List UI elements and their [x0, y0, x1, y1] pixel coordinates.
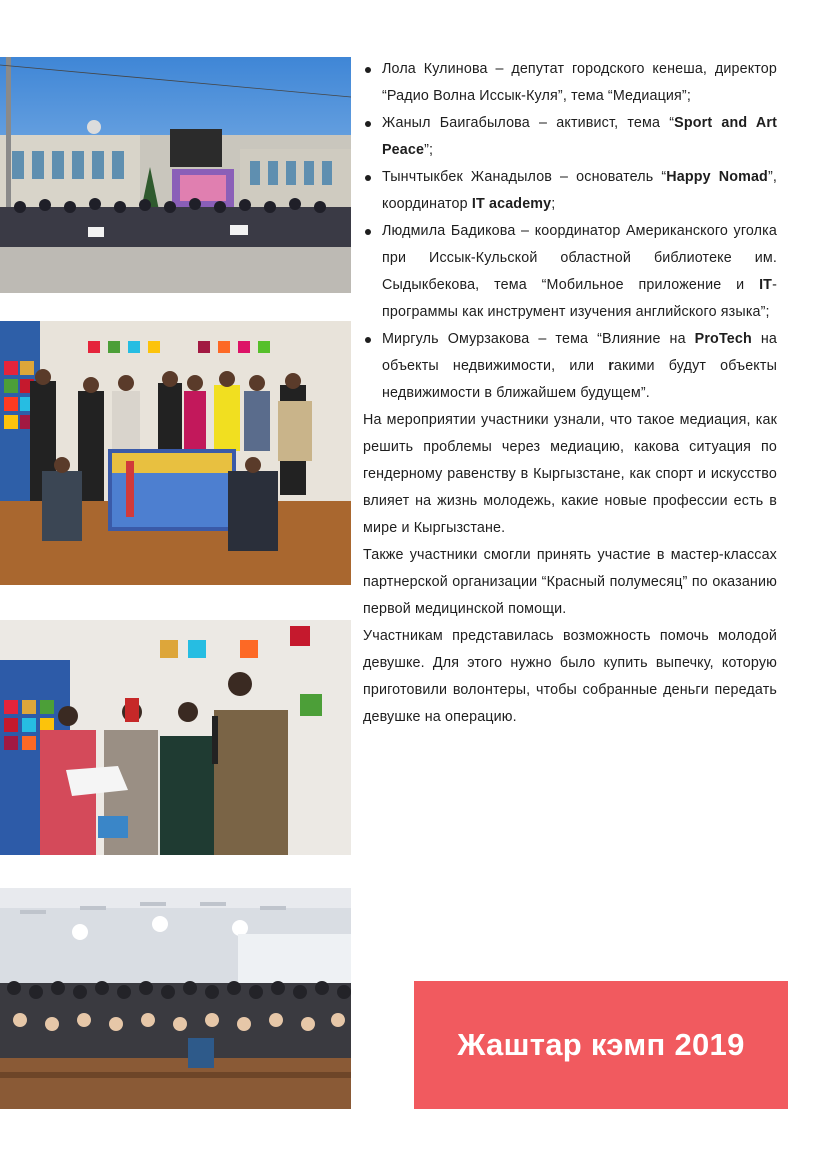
speaker-item: Жаныл Баигабылова – активист, тема “Sport and Art Peace”; [363, 110, 777, 164]
group-photo-with-painting [0, 321, 351, 585]
speakers-photo [0, 620, 351, 855]
paragraph-masterclass: Также участники смогли принять участие в мастер-классах партнерской организации “Красный полумесяц” по оказанию первой медицинской помощи. [363, 547, 777, 617]
group-photo-outdoor [0, 57, 351, 293]
speaker-item: Тынчтыкбек Жанадылов – основатель “Happy Nomad”, координатор IT academy; [363, 164, 777, 218]
article-text [363, 56, 777, 731]
speaker-list [363, 56, 777, 407]
paragraph-charity: Участникам представилась возможность помочь молодой девушке. Для этого нужно было купить выпечку, которую приготовили волонтеры, чтобы собранные деньги передать девушке на операцию. [363, 628, 777, 725]
event-banner [414, 981, 788, 1109]
banner-title: Жаштар кэмп 2019 [457, 1027, 745, 1062]
speaker-item: Миргуль Омурзакова – тема “Влияние на ProTech на объекты недвижимости, или rакими будут объекты недвижимости в ближайшем будущем”. [363, 326, 777, 407]
auditorium-photo [0, 888, 351, 1109]
speaker-item: Лола Кулинова – депутат городского кенеша, директор “Радио Волна Иссык-Куля”, тема “Медиация”; [363, 56, 777, 110]
speaker-item: Людмила Бадикова – координатор Американского уголка при Иссык-Кульской областной библиотеке им. Сыдыкбекова, тема “Мобильное приложение и IT-программы как инструмент изучения английского языка”; [363, 218, 777, 326]
paragraph-topics: На мероприятии участники узнали, что такое медиация, как решить проблемы через медиацию, какова ситуация по гендерному равенству в Кыргызстане, как спорт и искусство влияет на жизнь молодежь, какие новые профессии есть в мире и Кыргызстане. [363, 412, 777, 536]
